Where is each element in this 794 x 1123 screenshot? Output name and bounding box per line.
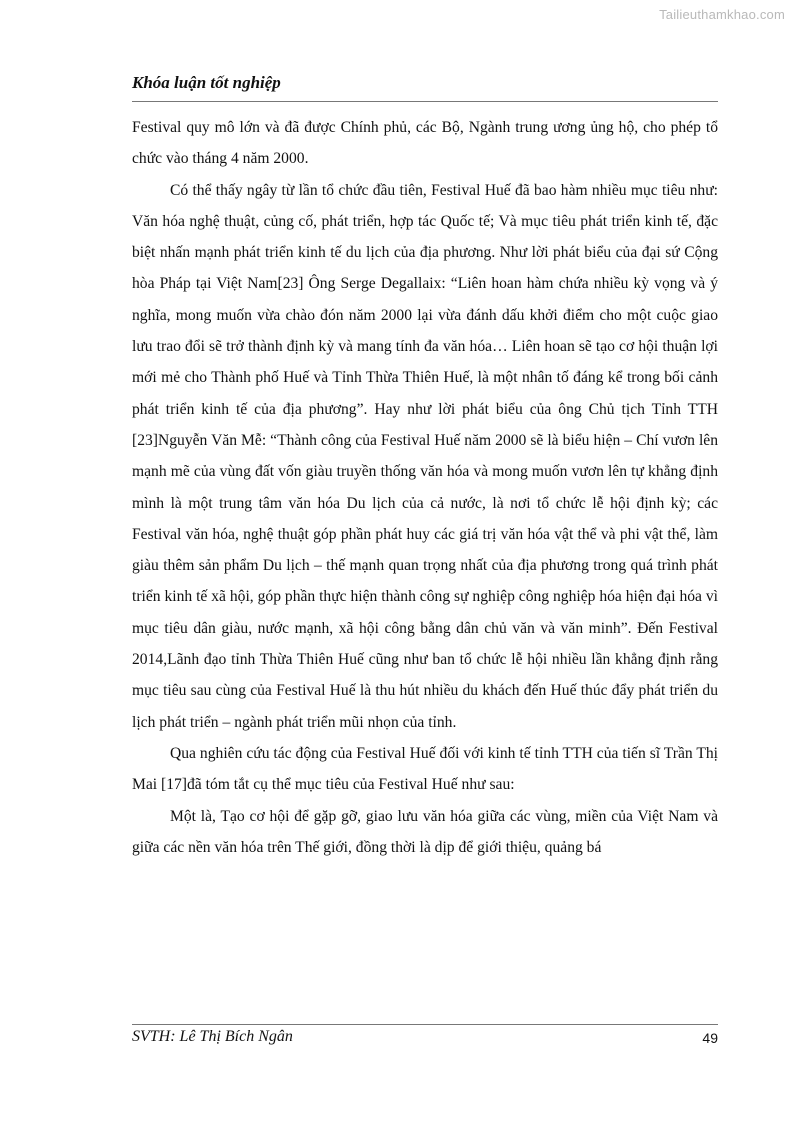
page-header-title: Khóa luận tốt nghiệp — [132, 73, 281, 92]
paragraph-research-summary: Qua nghiên cứu tác động của Festival Huế đối với kinh tế tỉnh TTH của tiến sĩ Trần Thị Mai [17]đã tóm tắt cụ thể mục tiêu của Festival Huế như sau: — [132, 744, 718, 794]
footer-divider — [132, 1024, 718, 1025]
body-text — [132, 112, 718, 863]
header-divider — [132, 101, 718, 102]
page-number: 49 — [702, 1030, 718, 1046]
paragraph-festival-objectives: Có thể thấy ngây từ lần tổ chức đầu tiên, Festival Huế đã bao hàm nhiều mục tiêu như: Văn hóa nghệ thuật, củng cố, phát triển, hợp tác Quốc tế; Và mục tiêu phát triển kinh tế, đặc biệt nhấn mạnh phát triển kinh tế du lịch của địa phương. Như lời phát biểu của đại sứ Cộng hòa Pháp tại Việt Nam[23] Ông Serge Degallaix: “Liên hoan hàm chứa nhiều kỳ vọng và ý nghĩa, mong muốn vừa chào đón năm 2000 lại vừa đánh dấu khởi điểm cho một cuộc giao lưu trao đổi sẽ trở thành định kỳ và mang tính đa văn hóa… Liên hoan sẽ tạo cơ hội thuận lợi mới mẻ cho Thành phố Huế và Tỉnh Thừa Thiên Huế, là một nhân tố đáng kể trong bối cảnh phát triển kinh tế của địa phương”. Hay như lời phát biểu của ông Chủ tịch Tỉnh TTH [23]Nguyễn Văn Mễ: “Thành công của Festival Huế năm 2000 sẽ là biểu hiện – Chí vươn lên mạnh mẽ của vùng đất vốn giàu truyền thống văn hóa và mong muốn vươn lên tự khẳng định mình là một trung tâm văn hóa Du lịch của cả nước, là nơi tổ chức lễ hội định kỳ; các Festival văn hóa, nghệ thuật góp phần phát huy các giá trị văn hóa vật thể và phi vật thể, làm giàu thêm sản phẩm Du lịch – thế mạnh quan trọng nhất của địa phương trong quá trình phát triển kinh tế xã hội, góp phần thực hiện thành công sự nghiệp công nghiệp hóa hiện đại hóa vì mục tiêu dân giàu, nước mạnh, xã hội công bằng dân chủ văn và văn minh”. Đến Festival 2014,Lãnh đạo tỉnh Thừa Thiên Huế cũng như ban tổ chức lễ hội nhiều lần khẳng định rằng mục tiêu sau cùng của Festival Huế là thu hút nhiều du khách đến Huế thúc đẩy phát triển du lịch phát triển – ngành phát triển mũi nhọn của tỉnh. — [132, 181, 718, 731]
watermark-text: Tailieuthamkhao.com — [659, 7, 785, 22]
paragraph-objective-one: Một là, Tạo cơ hội để gặp gỡ, giao lưu văn hóa giữa các vùng, miền của Việt Nam và giữa các nền văn hóa trên Thế giới, đồng thời là dịp để giới thiệu, quảng bá — [132, 807, 718, 856]
paragraph-continuation: Festival quy mô lớn và đã được Chính phủ, các Bộ, Ngành trung ương ủng hộ, cho phép tổ chức vào tháng 4 năm 2000. — [132, 119, 718, 168]
footer-author: SVTH: Lê Thị Bích Ngân — [132, 1028, 293, 1045]
